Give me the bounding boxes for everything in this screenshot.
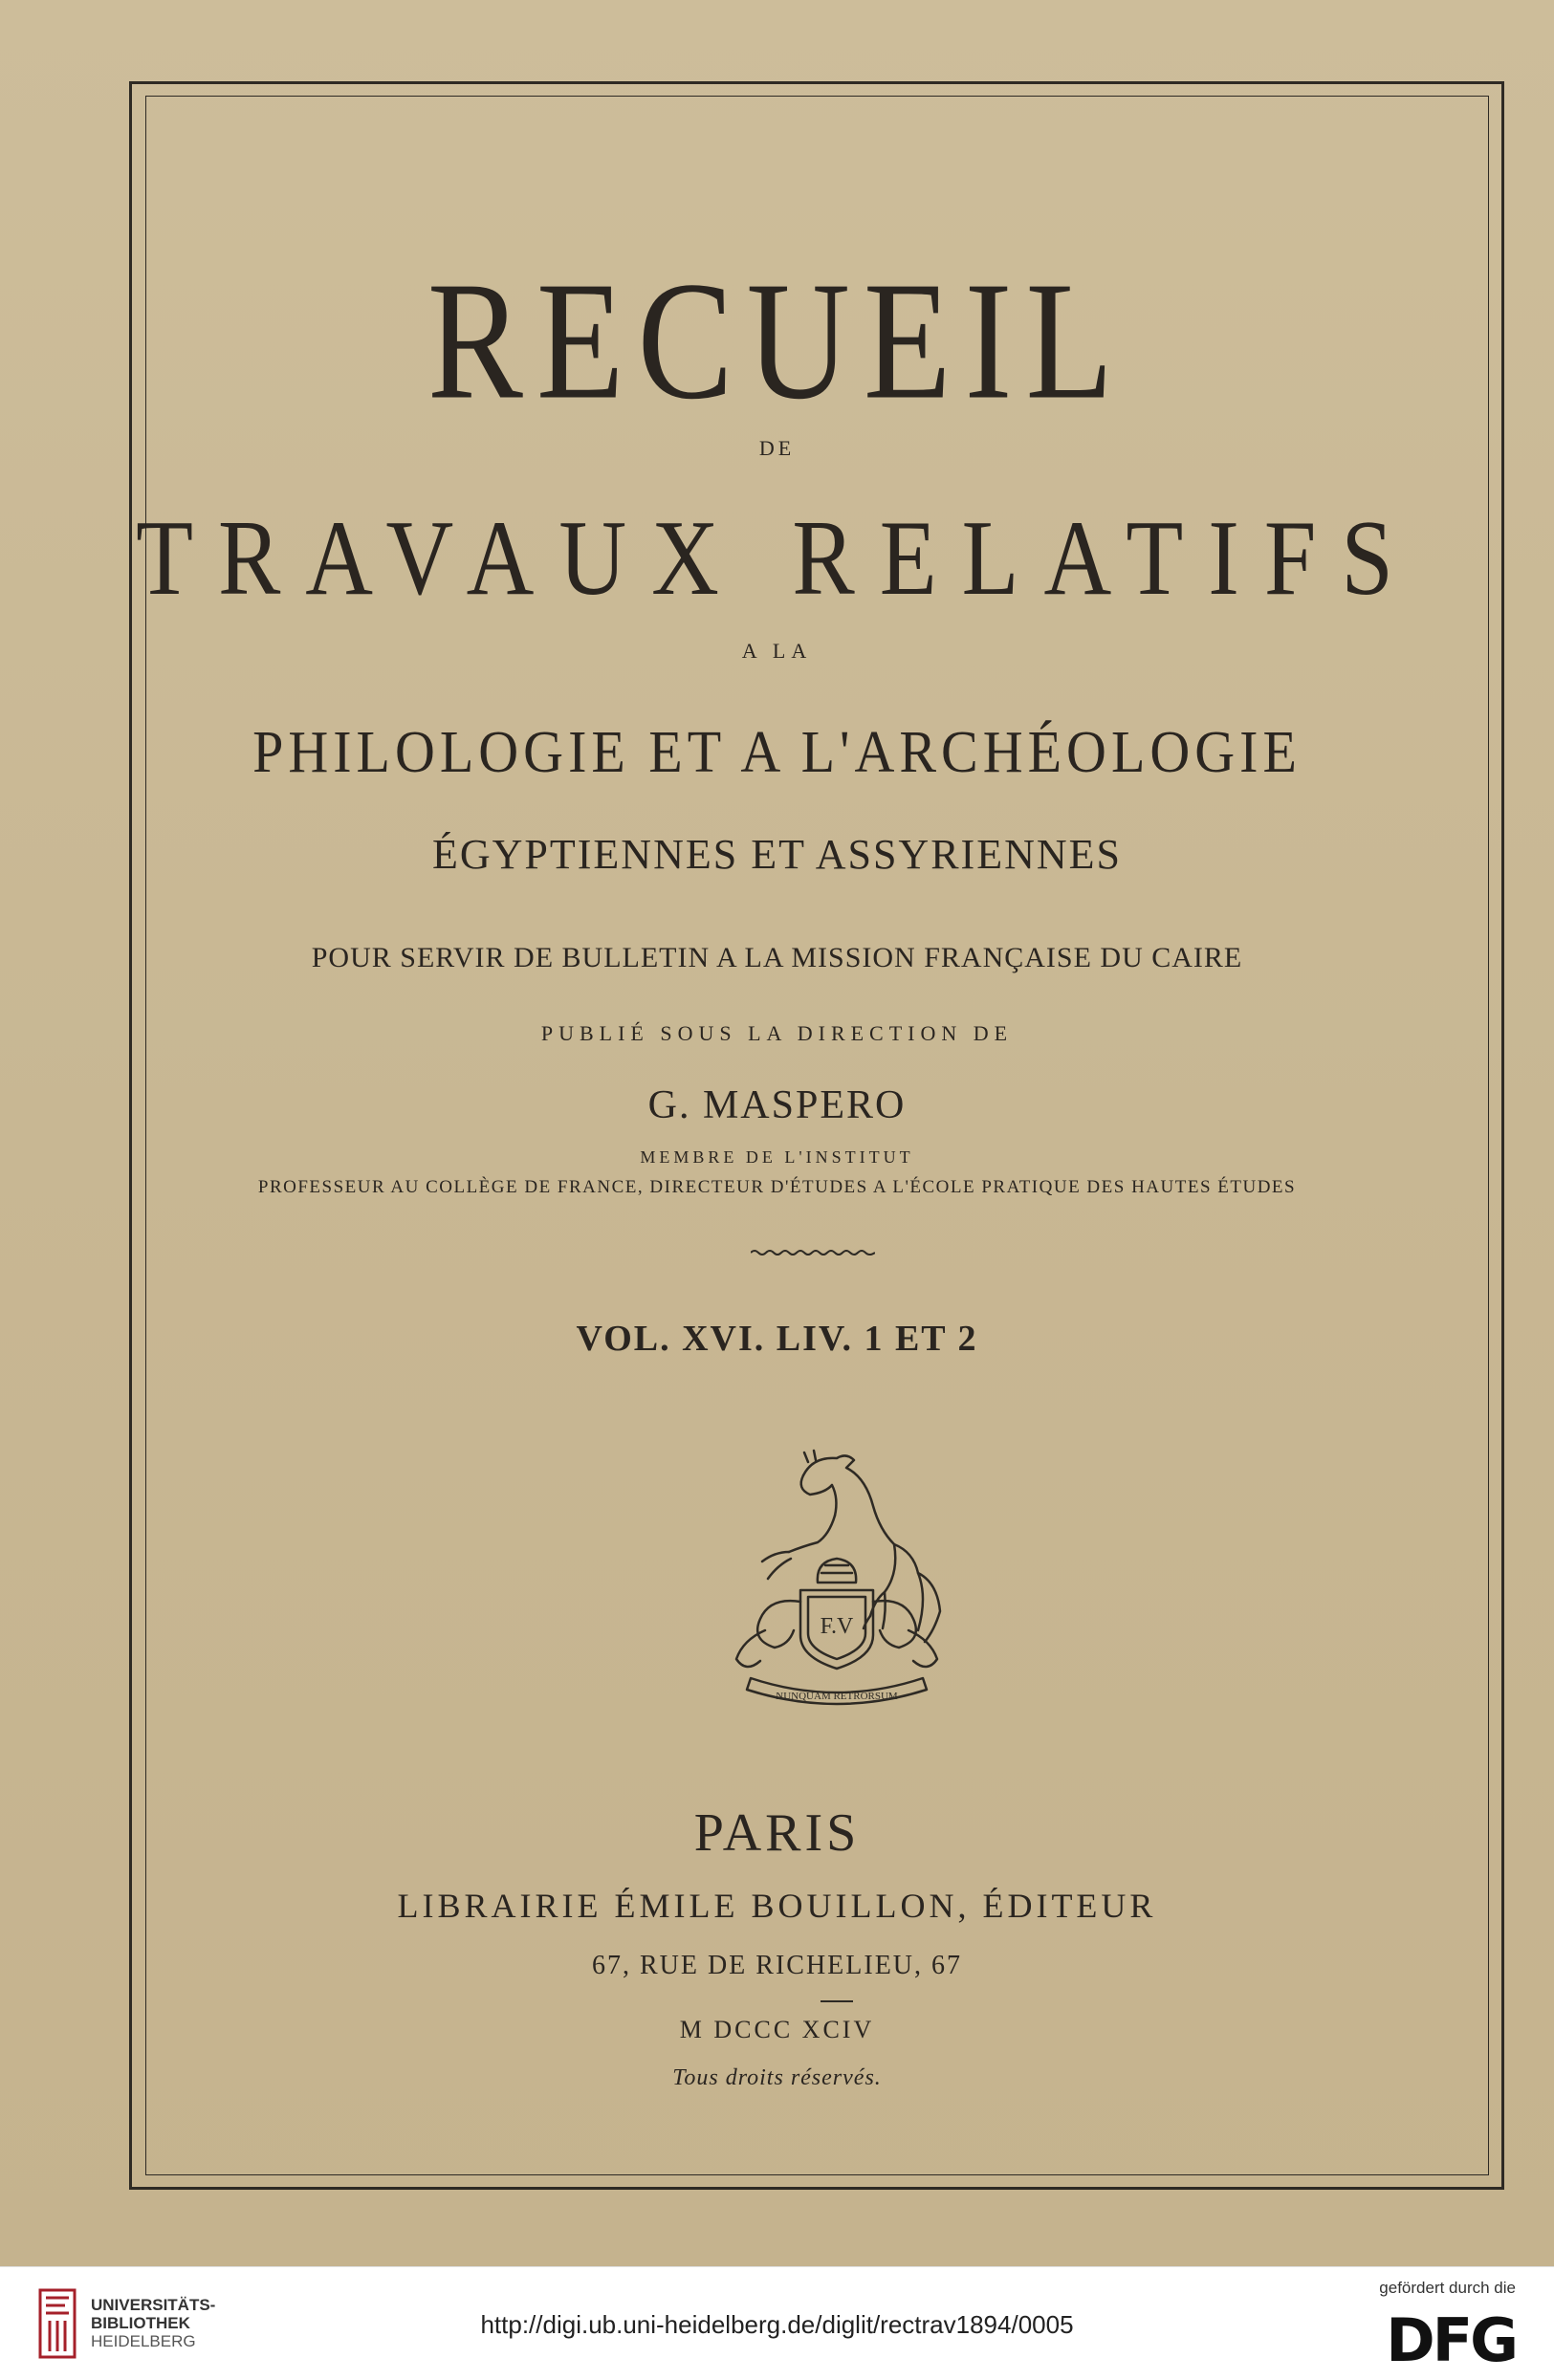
title-egyptiennes: ÉGYPTIENNES ET ASSYRIENNES [431,831,1122,878]
funded-by-label: gefördert durch die [1379,2279,1516,2297]
title-travaux-relatifs: TRAVAUX RELATIFS [136,499,1418,619]
title-recueil: RECUEIL [427,247,1127,435]
dfg-logo: DFG [1386,2305,1516,2375]
title-de: DE [758,436,796,460]
ornamental-divider [751,1248,875,1257]
digitization-footer [0,2266,1554,2380]
title-a-la: A LA [741,639,813,663]
imprint-city: PARIS [693,1803,861,1863]
imprint-publisher: LIBRAIRIE ÉMILE BOUILLON, ÉDITEUR [397,1887,1157,1925]
title-philologie: PHILOLOGIE ET A L'ARCHÉOLOGIE [252,718,1302,786]
imprint-divider [821,2000,853,2002]
emblem-motto: NUNQUAM RETRORSUM [776,1691,898,1702]
imprint-year: M DCCC XCIV [679,2016,875,2043]
library-line-1: UNIVERSITÄTS- [91,2296,216,2314]
library-line-2: BIBLIOTHEK [91,2314,190,2332]
permalink-url[interactable]: http://digi.ub.uni-heidelberg.de/diglit/rectrav1894/0005 [480,2310,1074,2339]
editor-professeur: PROFESSEUR AU COLLÈGE DE FRANCE, DIRECTEUR D'ÉTUDES A L'ÉCOLE PRATIQUE DES HAUTES ÉTUDES [257,1177,1297,1197]
title-pour-servir: POUR SERVIR DE BULLETIN A LA MISSION FRANÇAISE DU CAIRE [311,942,1243,973]
emblem-monogram: F.V [820,1614,854,1639]
volume-number: VOL. XVI. LIV. 1 ET 2 [576,1319,978,1359]
editor-publie: PUBLIÉ SOUS LA DIRECTION DE [540,1021,1014,1045]
editor-name: G. MASPERO [647,1083,907,1127]
imprint-rights: Tous droits réservés. [672,2065,882,2090]
editor-membre: MEMBRE DE L'INSTITUT [640,1147,914,1167]
horse-crest-emblem-icon [722,1439,952,1721]
imprint-address: 67, RUE DE RICHELIEU, 67 [591,1951,963,1980]
library-line-3: HEIDELBERG [91,2332,196,2350]
